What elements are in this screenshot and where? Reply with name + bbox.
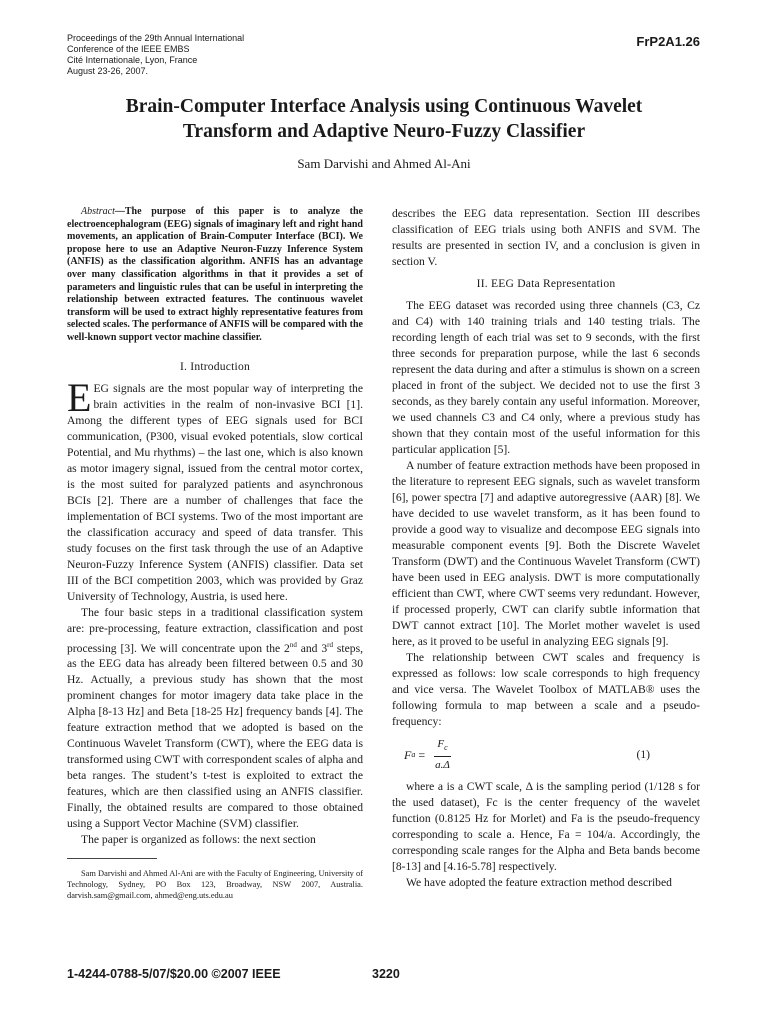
abstract-dash: — [114, 206, 125, 217]
page-number: 3220 [372, 967, 400, 981]
intro-paragraph-2 [67, 605, 363, 833]
intro-paragraph-3: The paper is organized as follows: the next section [81, 833, 316, 847]
equals-sign: = [418, 747, 426, 762]
proceedings-header [67, 33, 244, 77]
equation-lhs: F [404, 747, 412, 762]
ordinal-superscript: rd [327, 640, 333, 649]
intro-paragraph-2-text-c: steps, as the EEG data has already been filtered between 0.5 and 30 Hz. Actually, a previous study has shown that the most prominent changes for motor imagery data take place in the Alpha [8-13 Hz] and Beta [18-25 Hz] frequency bands [4]. The feature extraction method that we adopted is based on the Continuous Wavelet Transform (CWT), where the EEG data is transformed using CWT with correspondent scales of alpha and beta ranges. The student’s t-test is exploited to extract the features, which are then classified using an ANFIS classifier. Finally, the obtained results are compared to those obtained using a Support Vector Machine (SVM) classifier. [67, 641, 363, 831]
numerator-symbol: F [437, 738, 445, 750]
abstract-body: The purpose of this paper is to analyze the electroencephalogram (EEG) signals of imaginary left and right hand movements, an application of Brain-Computer Interface (BCI). We propose here to use an Adaptive Neuron-Fuzzy Inference System (ANFIS) as the classification algorithm. ANFIS has an advantage over many classification algorithms in that it provides a set of parameters and linguistic rules that can be useful in interpreting the relationship between extracted features. The continuous wavelet transform will be used to extract highly representative features from selected scales. The performance of ANFIS will be compared with the well-known support vector machine classifier. [67, 206, 363, 343]
isbn-footer: 1-4244-0788-5/07/$20.00 ©2007 IEEE [67, 967, 281, 981]
paper-id: FrP2A1.26 [636, 34, 700, 49]
eeg-paragraph-2: A number of feature extraction methods have been proposed in the literature to represent EEG signals, such as wavelet transform [6], power spectra [7] and adaptive autoregressive (AAR) [8]. We have decided to use wavelet transform, as it has been found to provide a good way to visualize and decompose EEG signals into measurable component events [9]. Both the Discrete Wavelet Transform (DWT) and the Continuous Wavelet Transform (CWT) have been used in EEG analysis. DWT is more computationally efficient than CWT, where CWT seems very redundant. However, if processed properly, CWT can clarify subtle information that DWT cannot extract [10]. The Morlet mother wavelet is used here, as it proved to be useful in analyzing EEG signals [9]. [392, 459, 700, 648]
fraction [432, 736, 453, 773]
intro-paragraph-2-text-b: and 3 [296, 641, 328, 655]
eeg-paragraph-1: The EEG dataset was recorded using three channels (C3, Cz and C4) with 140 training trials and 140 testing trials. The recording length of each trial was set to 9 seconds, with the first three seconds for preparation purpose, while the last 6 seconds represent the data during and after a stimulus is shown on a screen placed in front of the subject. We decided not to use the first 3 seconds, as they barely contain any useful information. Moreover, we used channels C3 and C4 only, where a previous study has shown that they contain most of the useful information for this particular application [5]. [392, 299, 700, 456]
proceedings-line: August 23-26, 2007. [67, 66, 149, 76]
footnote-divider [67, 858, 157, 859]
title-line: Transform and Adaptive Neuro-Fuzzy Classifier [182, 121, 586, 142]
eeg-paragraph-4: where a is a CWT scale, Δ is the sampling period (1/128 s for the used dataset), Fc is the center frequency of the wavelet function (0.8125 Hz for Morlet) and Fa is the pseudo-frequency corresponding to scale a. Hence, Fa = 104/a. Accordingly, the corresponding scale ranges for the Alpha and Beta bands become [8-13] and [4.16-5.78] respectively. [392, 780, 700, 874]
eeg-paragraph-3: The relationship between CWT scales and frequency is expressed as follows: low scale corresponds to high frequency and vice versa. The Wavelet Toolbox of MATLAB® uses the following formula to map between a scale and a pseudo-frequency: [392, 651, 700, 728]
section-heading-eeg-data: II. EEG Data Representation [476, 277, 616, 290]
eeg-paragraph-5: We have adopted the feature extraction method described [406, 876, 672, 890]
numerator-subscript: c [444, 743, 448, 753]
intro-paragraph-1 [67, 374, 363, 605]
proceedings-line: Proceedings of the 29th Annual International [67, 33, 245, 43]
proceedings-line: Conference of the IEEE EMBS [67, 44, 190, 54]
equation-number: (1) [636, 747, 650, 761]
authors: Sam Darvishi and Ahmed Al-Ani [297, 156, 471, 171]
ordinal-superscript: nd [289, 640, 297, 649]
equation-lhs-subscript: a [411, 749, 416, 759]
right-column [392, 206, 700, 891]
left-column [67, 206, 363, 909]
continued-paragraph: describes the EEG data representation. Section III describes classification of EEG trials using both ANFIS and SVM. The results are presented in section IV, and a conclusion is given in section V. [392, 207, 700, 268]
fraction-denominator: a.Δ [435, 759, 450, 772]
intro-paragraph-2-text-a: The four basic steps in a traditional classification system are: pre-processing, feature extraction, classification and post processing [3]. We will concentrate upon the 2 [67, 605, 363, 655]
paper-title [60, 94, 708, 144]
intro-paragraph-1-text: EG signals are the most popular way of interpreting the brain activities in the realm of non-invasive BCI [1]. Among the different types of EEG signals used for BCI communication, (P300, visual evoked potentials, slow cortical Potential, and Mu rhythms) – the last one, which is also known as motor imagery signal, issued from the central motor cortex, is the most suited for paralyzed patients and asynchronous BCIs [2]. There are a number of challenges that face the implementation of BCI systems. Two of the most important are the classification accuracy and speed of data transfer. This study focuses on the first task through the use of an Adaptive Neuron-Fuzzy Inference System (ANFIS) classifier. Data set III of the BCI competition 2003, which was provided by Graz University of Technology, Austria, is used here. [67, 381, 363, 603]
equation-1 [392, 736, 700, 773]
fraction-numerator [434, 736, 450, 757]
section-heading-introduction: I. Introduction [180, 359, 250, 373]
title-line: Brain-Computer Interface Analysis using Continuous Wavelet [125, 96, 643, 117]
drop-cap: E [67, 374, 92, 420]
proceedings-line: Cité Internationale, Lyon, France [67, 55, 198, 65]
equation-body [404, 736, 453, 773]
abstract [67, 206, 363, 345]
author-footnote: Sam Darvishi and Ahmed Al-Ani are with the Faculty of Engineering, University of Technology, Sydney, PO Box 123, Broadway, NSW 2007, Australia. darvish.sam@gmail.com, ahmed@eng.uts.edu.au [67, 868, 363, 900]
abstract-label: Abstract [81, 206, 115, 217]
